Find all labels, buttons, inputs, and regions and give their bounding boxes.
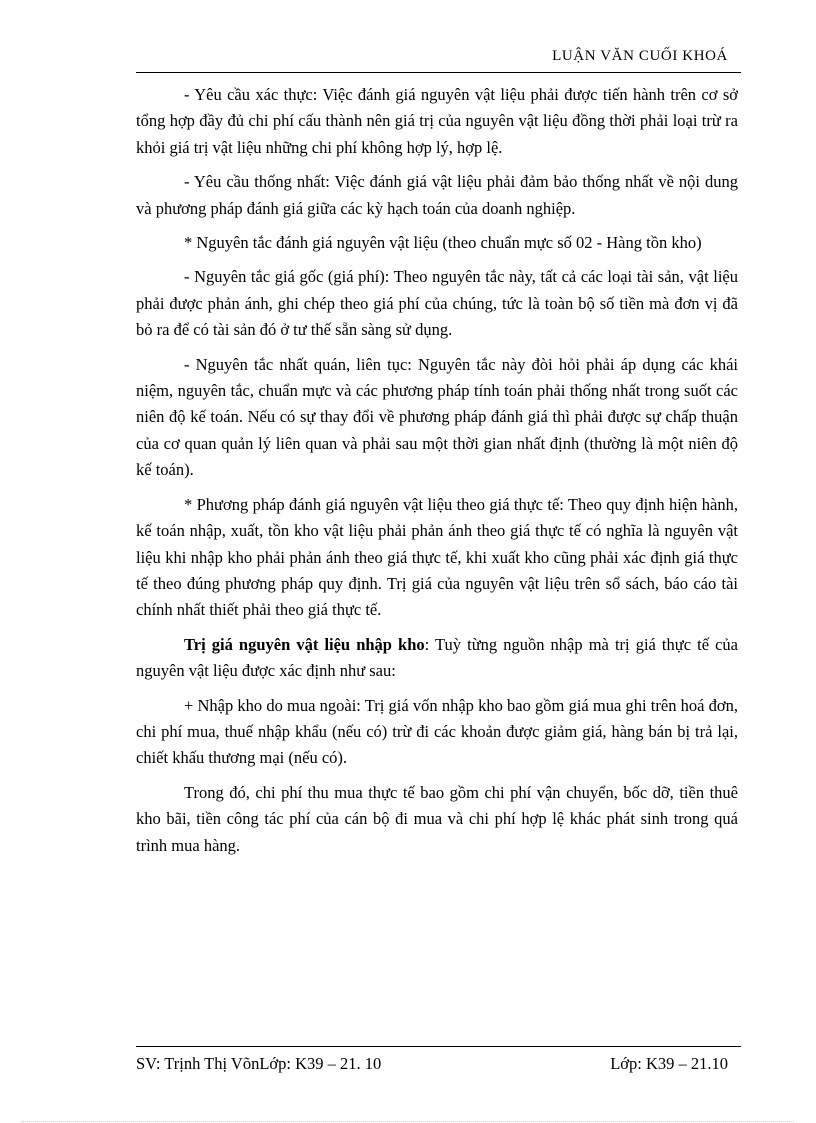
footer-divider: [136, 1046, 741, 1047]
footer-student-info: SV: Trịnh Thị VõnLớp: K39 – 21. 10: [136, 1054, 382, 1073]
paragraph-actual-cost-method: * Phương pháp đánh giá nguyên vật liệu theo giá thực tế: Theo quy định hiện hành, kế toán nhập, xuất, tồn kho vật liệu phải phản ánh theo giá thực tế có nghĩa là nguyên vật liệu khi nhập kho phải phản ánh theo giá thực tế, khi xuất kho cũng phải xác định giá thực tế theo đúng phương pháp quy định. Trị giá của nguyên vật liệu trên sổ sách, báo cáo tài chính nhất thiết phải theo giá thực tế.: [136, 494, 738, 620]
footer-class-info: Lớp: K39 – 21.10: [610, 1054, 728, 1073]
document-body: [136, 82, 738, 867]
paragraph-valuation-principles: * Nguyên tắc đánh giá nguyên vật liệu (theo chuẩn mực số 02 - Hàng tồn kho): [184, 233, 702, 253]
paragraph-import-value: Trị giá nguyên vật liệu nhập kho: Tuỳ từng nguồn nhập mà trị giá thực tế của nguyên vật liệu được xác định như sau:: [136, 634, 739, 681]
paragraph-accuracy-requirement: - Yêu cầu xác thực: Việc đánh giá nguyên vật liệu phải được tiến hành trên cơ sở tổng hợp đầy đủ chi phí cấu thành nên giá trị của nguyên vật liệu đồng thời phải loại trừ ra khỏi giá trị vật liệu những chi phí không hợp lý, hợp lệ.: [136, 85, 738, 157]
header-divider: [136, 72, 741, 73]
page-header-title: LUẬN VĂN CUỐI KHOÁ: [552, 48, 728, 64]
paragraph-historical-cost: - Nguyên tắc giá gốc (giá phí): Theo nguyên tắc này, tất cả các loại tài sản, vật liệu phải được phản ánh, ghi chép theo giá phí của chúng, tức là toàn bộ số tiền mà đơn vị đã bỏ ra để có tài sản đó ở tư thế sẵn sàng sử dụng.: [136, 267, 738, 340]
paragraph-purchase-costs: Trong đó, chi phí thu mua thực tế bao gồm chi phí vận chuyển, bốc dỡ, tiền thuê kho bãi, tiền công tác phí của cán bộ đi mua và chi phí hợp lệ khác phát sinh trong quá trình mua hàng.: [136, 782, 738, 855]
paragraph-purchase-import: + Nhập kho do mua ngoài: Trị giá vốn nhập kho bao gồm giá mua ghi trên hoá đơn, chi phí mua, thuế nhập khẩu (nếu có) trừ đi các khoản được giảm giá, hàng bán bị trả lại, chiết khấu thương mại (nếu có).: [136, 695, 738, 768]
paragraph-consistency-requirement: - Yêu cầu thống nhất: Việc đánh giá vật liệu phải đảm bảo thống nhất về nội dung và phương pháp đánh giá giữa các kỳ hạch toán của doanh nghiệp.: [136, 172, 738, 218]
page-edge-divider: [22, 1121, 794, 1122]
paragraph-consistency-principle: - Nguyên tắc nhất quán, liên tục: Nguyên tắc này đòi hỏi phải áp dụng các khái niệm, nguyên tắc, chuẩn mực và các phương pháp tính toán phải thống nhất trong suốt các niên độ kế toán. Nếu có sự thay đổi về phương pháp đánh giá thì phải được sự chấp thuận của cơ quan quản lý liên quan và phải sau một thời gian nhất định (thường là một niên độ kế toán).: [136, 354, 738, 480]
import-value-heading: Trị giá nguyên vật liệu nhập kho: [184, 634, 425, 654]
